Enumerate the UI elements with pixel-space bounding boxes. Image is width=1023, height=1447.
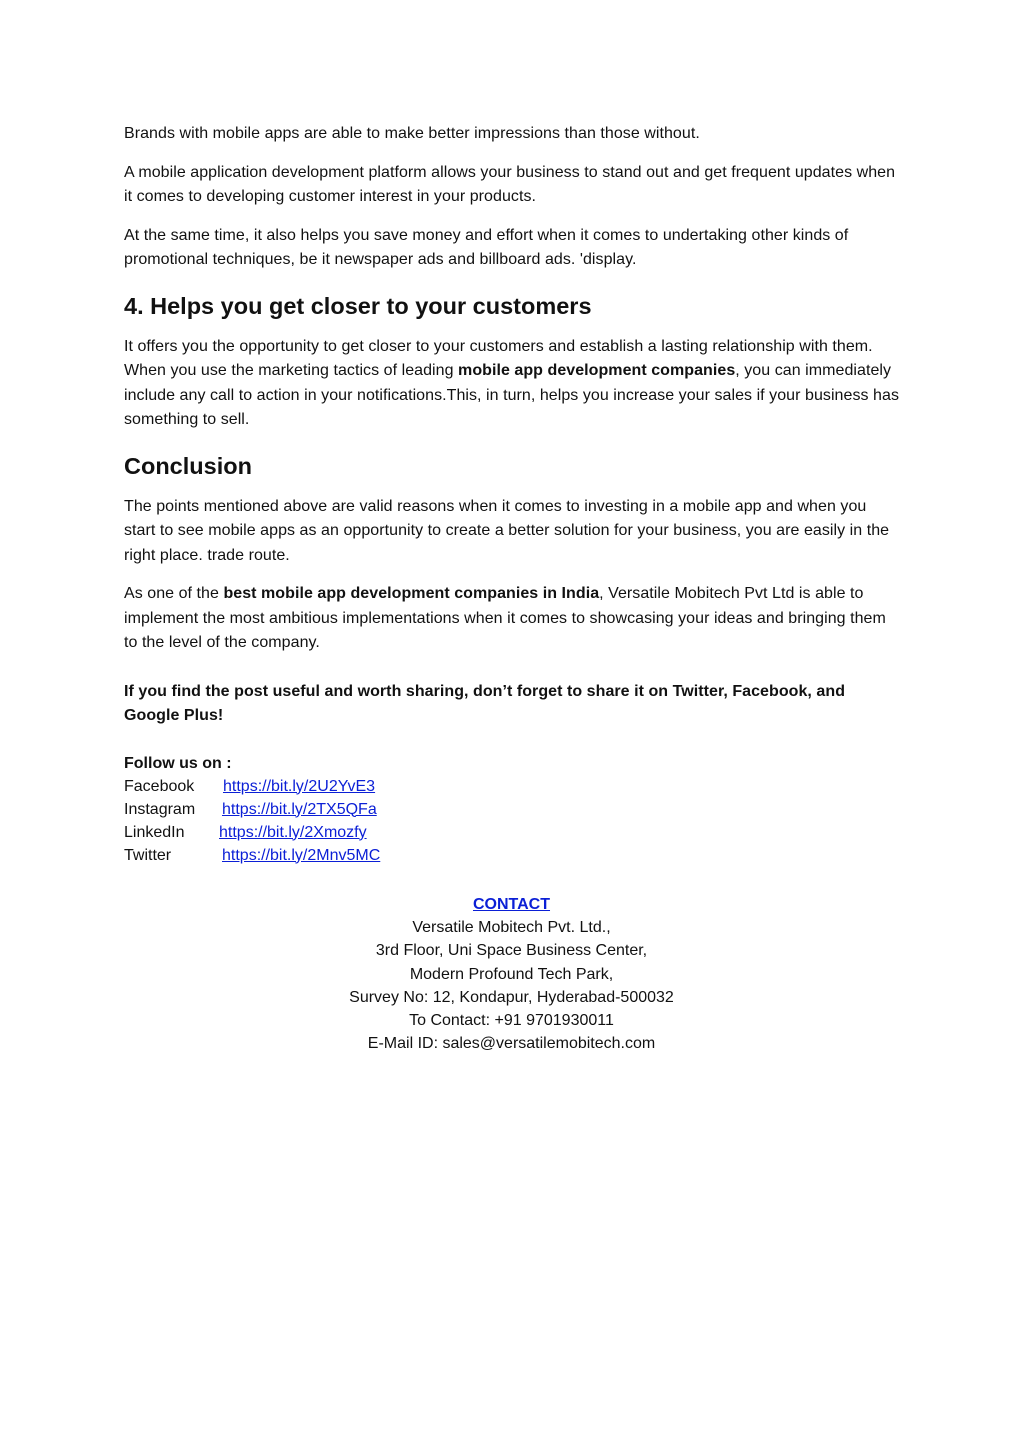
paragraph-conclusion-2	[124, 582, 899, 656]
contact-park: Modern Profound Tech Park,	[409, 965, 614, 983]
follow-title: Follow us on :	[124, 754, 232, 772]
contact-floor: 3rd Floor, Uni Space Business Center,	[375, 942, 648, 960]
paragraph-conclusion-1: The points mentioned above are valid reasons when it comes to investing in a mobile app and when you start to see mobile apps as an opportunity to create a better solution for your business, you are easily in the right place. trade route.	[124, 497, 890, 564]
social-row-facebook	[124, 775, 899, 798]
conclusion-bold: best mobile app development companies in India	[223, 585, 600, 602]
instagram-link[interactable]: https://bit.ly/2TX5QFa	[222, 800, 377, 818]
social-row-linkedin	[124, 821, 899, 844]
paragraph-platform: A mobile application development platform allows your business to stand out and get frequent updates when it comes to developing customer interest in your products.	[124, 163, 896, 205]
social-name-linkedin: LinkedIn	[124, 823, 185, 841]
conclusion-text-before: As one of the	[124, 585, 224, 602]
paragraph-closer	[124, 335, 899, 433]
conclusion-text-after: , Versatile Mobitech Pvt Ltd is able to implement the most ambitious implementations when it comes to showcasing your ideas and bringing them to the level of the company.	[124, 585, 886, 651]
contact-link[interactable]: CONTACT	[472, 896, 551, 913]
contact-survey: Survey No: 12, Kondapur, Hyderabad-500032	[349, 988, 674, 1006]
follow-section	[124, 752, 899, 867]
contact-phone: To Contact: +91 9701930011	[409, 1012, 614, 1030]
contact-email: E-Mail ID: sales@versatilemobitech.com	[367, 1035, 656, 1053]
heading-helps-closer: 4. Helps you get closer to your customers	[124, 292, 592, 319]
share-callout: If you find the post useful and worth sharing, don’t forget to share it on Twitter, Facebook, and Google Plus!	[124, 682, 846, 724]
twitter-link[interactable]: https://bit.ly/2Mnv5MC	[222, 846, 381, 864]
closer-text-before: It offers you the opportunity to get closer to your customers and establish a lasting relationship with them. When you use the marketing tactics of leading	[124, 337, 873, 379]
social-name-facebook: Facebook	[124, 777, 195, 795]
document-body	[124, 122, 899, 867]
social-row-instagram	[124, 798, 899, 821]
heading-conclusion: Conclusion	[124, 452, 252, 479]
social-name-twitter: Twitter	[124, 846, 172, 864]
paragraph-brands: Brands with mobile apps are able to make better impressions than those without.	[124, 125, 700, 142]
closer-bold: mobile app development companies	[458, 362, 736, 379]
contact-block	[0, 893, 1023, 1055]
social-name-instagram: Instagram	[124, 800, 196, 818]
linkedin-link[interactable]: https://bit.ly/2Xmozfy	[219, 823, 367, 841]
closer-text-after: , you can immediately include any call to action in your notifications.This, in turn, helps you increase your sales if your business has something to sell.	[124, 362, 899, 428]
contact-company: Versatile Mobitech Pvt. Ltd.,	[412, 919, 611, 937]
social-row-twitter	[124, 844, 899, 867]
paragraph-same-time: At the same time, it also helps you save money and effort when it comes to undertaking other kinds of promotional techniques, be it newspaper ads and billboard ads. 'display.	[124, 226, 849, 268]
facebook-link[interactable]: https://bit.ly/2U2YvE3	[223, 777, 376, 795]
